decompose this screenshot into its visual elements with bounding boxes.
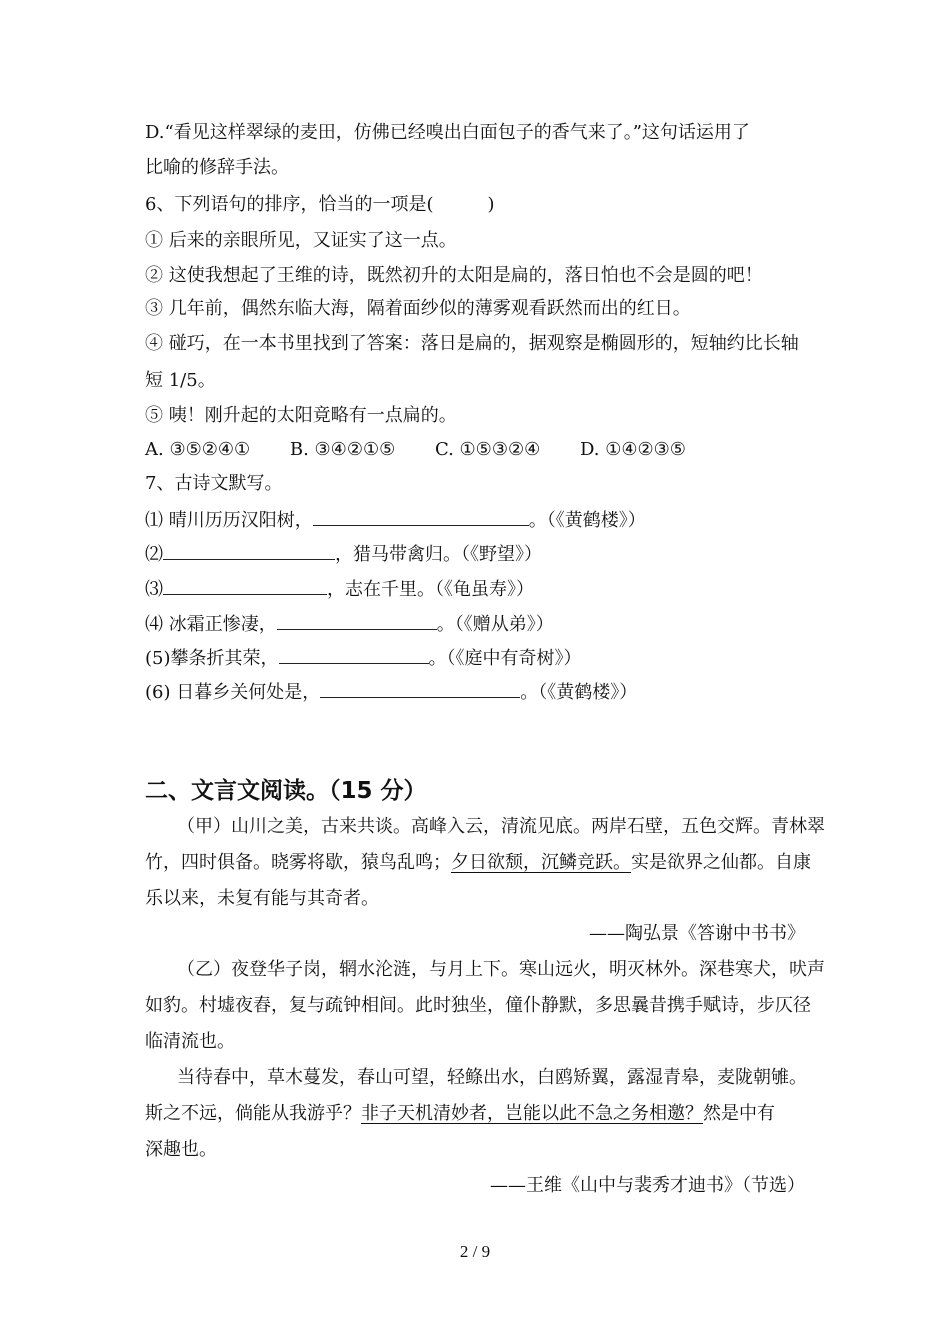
q7-item-5 [145,645,582,671]
q7-item-4-text: ⑷ 冰霜正惨凄， [145,614,277,635]
text-jia-line2-start: 竹，四时俱备。晓雾将歇，猿鸟乱鸣； [145,852,451,873]
q6-sentence-1: ① 后来的亲眼所见，又证实了这一点。 [145,230,457,251]
q7-item-3 [145,576,534,602]
answer-blank[interactable] [313,507,529,526]
q7-item-6-text: (6) 日暮乡关何处是， [145,682,321,703]
q7-item-1-text: ⑴ 晴川历历汉阳树， [145,510,313,531]
q7-item-6 [145,679,637,705]
q7-item-4 [145,611,554,637]
q7-item-5-text: (5)攀条折其荣， [145,648,279,669]
q7-item-3-text: ⑶ [145,579,163,600]
q6-options [145,438,720,462]
q5-option-d-line2: 比喻的修辞手法。 [145,157,289,178]
q7-item-3-source: ，志在千里。（《龟虽寿》） [327,579,534,600]
q7-item-2-source: ，猎马带禽归。（《野望》） [335,544,542,565]
answer-blank[interactable] [163,576,327,595]
q7-item-4-source: 。（《赠从弟》） [436,614,554,635]
answer-blank[interactable] [163,541,335,560]
page-number: 2 / 9 [459,1242,491,1261]
q6-option-b: B. ③④②①⑤ [289,439,396,460]
underlined-sentence-yi: 非子天机清妙者，岂能以此不急之务相邀？ [361,1103,703,1124]
source-yi: ——王维《山中与裴秀才迪书》（节选） [490,1175,805,1196]
text-yi-line5-start: 斯之不远，倘能从我游乎？ [145,1103,361,1124]
underlined-sentence-jia: 夕日欲颓，沉鳞竞跃。 [451,852,631,873]
text-yi-line5 [145,1102,775,1126]
text-jia-line3: 乐以来，未复有能与其奇者。 [145,888,379,909]
q6-stem: 6、下列语句的排序，恰当的一项是( ) [145,194,495,215]
answer-blank[interactable] [279,645,429,664]
text-yi-line3: 临清流也。 [145,1031,235,1052]
section-2-title: 二、文言文阅读。（15 分） [145,778,427,804]
q6-option-c: C. ①⑤③②④ [434,439,541,460]
q6-option-d: D. ①④②③⑤ [579,439,686,460]
answer-blank[interactable] [320,679,520,698]
text-yi-line4: 当待春中，草木蔓发，春山可望，轻鲦出水，白鸥矫翼，露湿青皋，麦陇朝雊。 [177,1067,807,1088]
text-yi-line5-end: 然是中有 [703,1103,775,1124]
q5-option-d-line1: D.“看见这样翠绿的麦田，仿佛已经嗅出白面包子的香气来了。”这句话运用了 [145,122,750,143]
text-yi-line1: （乙）夜登华子岗，辋水沦涟，与月上下。寒山远火，明灭林外。深巷寒犬，吠声 [177,959,825,980]
q7-stem: 7、古诗文默写。 [145,473,283,494]
text-yi-line6: 深趣也。 [145,1139,217,1160]
q7-item-2 [145,541,542,567]
text-yi-line2: 如豹。村墟夜舂，复与疏钟相间。此时独坐，僮仆静默，多思曩昔携手赋诗，步仄径 [145,995,811,1016]
text-jia-line2 [145,851,811,875]
q6-sentence-3: ③ 几年前，偶然东临大海，隔着面纱似的薄雾观看跃然而出的红日。 [145,298,691,319]
q6-sentence-4-line1: ④ 碰巧，在一本书里找到了答案：落日是扁的，据观察是椭圆形的，短轴约比长轴 [145,333,799,354]
q6-sentence-4-line2: 短 1/5。 [145,370,216,391]
q7-item-1-source: 。（《黄鹤楼》） [528,510,646,531]
q7-item-5-source: 。（《庭中有奇树》） [428,648,582,669]
answer-blank[interactable] [277,611,437,630]
q7-item-2-text: ⑵ [145,544,163,565]
q7-item-6-source: 。（《黄鹤楼》） [520,682,638,703]
source-jia: ——陶弘景《答谢中书书》 [589,923,805,944]
q6-sentence-2: ② 这使我想起了王维的诗，既然初升的太阳是扁的，落日怕也不会是圆的吧！ [145,265,763,286]
q6-option-a: A. ③⑤②④① [145,439,251,460]
q6-sentence-5: ⑤ 咦！刚升起的太阳竟略有一点扁的。 [145,405,457,426]
text-jia-line1: （甲）山川之美，古来共谈。高峰入云，清流见底。两岸石壁，五色交辉。青林翠 [177,816,825,837]
text-jia-line2-end: 实是欲界之仙都。自康 [631,852,811,873]
q7-item-1 [145,507,646,533]
